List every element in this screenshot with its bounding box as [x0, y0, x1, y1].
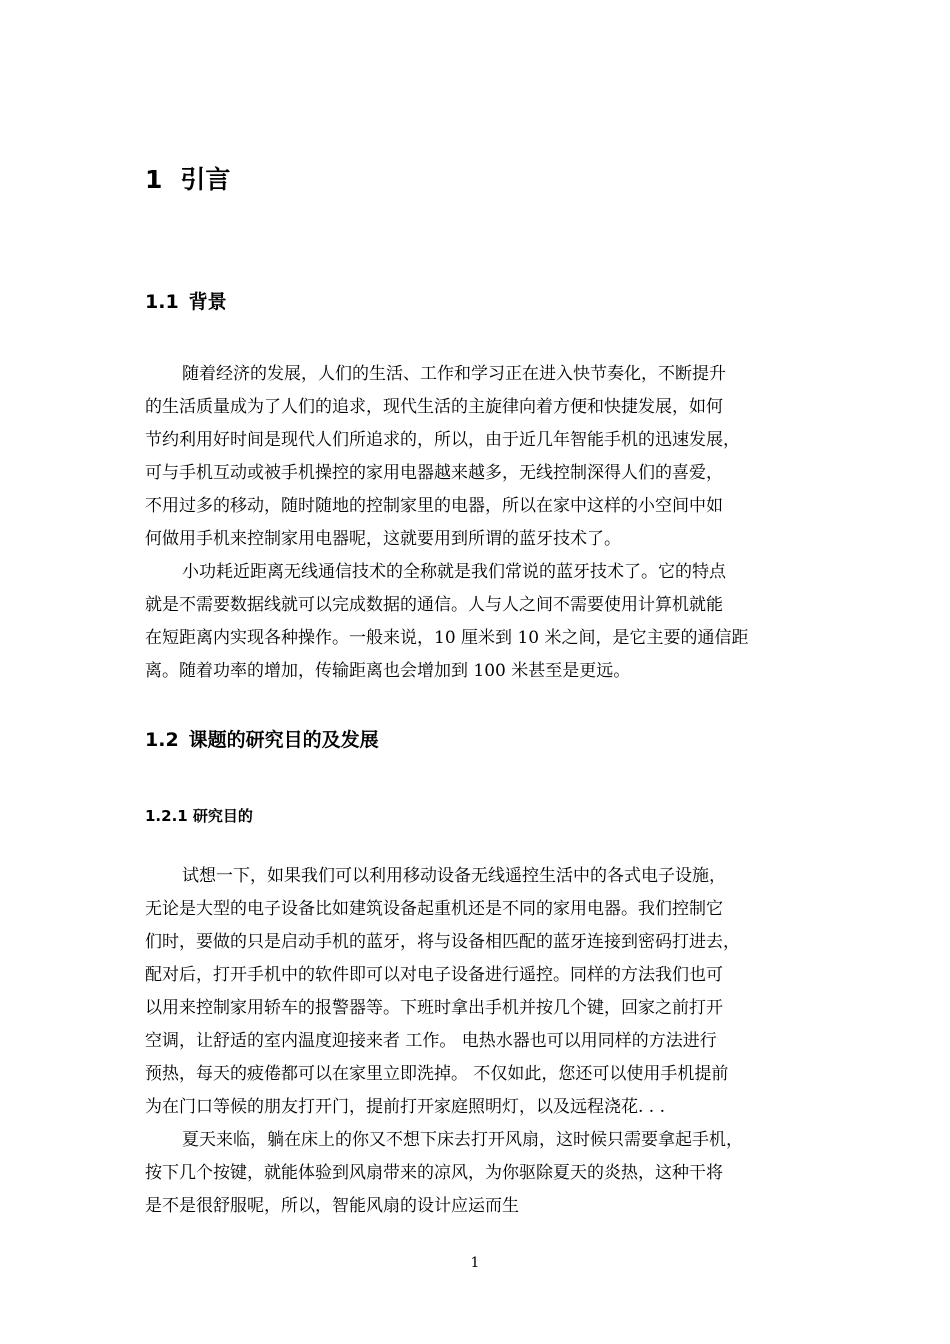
section-title: 课题的研究目的及发展	[188, 729, 379, 751]
paragraph-line: 节约利用好时间是现代人们所追求的，所以，由于近几年智能手机的迅速发展，	[145, 430, 740, 450]
paragraph-line: 夏天来临，躺在床上的你又不想下床去打开风扇，这时候只需要拿起手机，	[182, 1130, 743, 1150]
chapter-title: 引言	[180, 165, 231, 194]
paragraph-line: 按下几个按键，就能体验到风扇带来的凉风，为你驱除夏天的炎热，这种干将	[145, 1163, 723, 1183]
paragraph-line: 随着经济的发展，人们的生活、工作和学习正在进入快节奏化，不断提升	[182, 364, 726, 384]
chapter-heading	[145, 160, 230, 196]
paragraph-line: 何做用手机来控制家用电器呢，这就要用到所谓的蓝牙技术了。	[145, 529, 621, 549]
paragraph-line: 以用来控制家用轿车的报警器等。下班时拿出手机并按几个键，回家之前打开	[145, 998, 723, 1018]
section-number: 1.2	[145, 729, 179, 751]
paragraph-line: 的生活质量成为了人们的追求，现代生活的主旋律向着方便和快捷发展，如何	[145, 397, 723, 417]
paragraph-line: 配对后，打开手机中的软件即可以对电子设备进行遥控。同样的方法我们也可	[145, 965, 723, 985]
section-heading-1-1	[145, 287, 227, 314]
section-heading-1-2	[145, 725, 379, 752]
page-number: 1	[470, 1255, 480, 1271]
paragraph-line: 无论是大型的电子设备比如建筑设备起重机还是不同的家用电器。我们控制它	[145, 899, 723, 919]
paragraph-line: 是不是很舒服呢，所以，智能风扇的设计应运而生	[145, 1196, 519, 1216]
subsection-heading-1-2-1: 1.2.1 研究目的	[145, 807, 253, 825]
paragraph-line: 可与手机互动或被手机操控的家用电器越来越多，无线控制深得人们的喜爱，	[145, 463, 723, 483]
section-number: 1.1	[145, 291, 179, 313]
paragraph-line: 预热，每天的疲倦都可以在家里立即洗掉。 不仅如此，您还可以使用手机提前	[145, 1064, 729, 1084]
paragraph-line: 空调，让舒适的室内温度迎接来者 工作。 电热水器也可以用同样的方法进行	[145, 1031, 717, 1051]
paragraph-line: 就是不需要数据线就可以完成数据的通信。人与人之间不需要使用计算机就能	[145, 595, 723, 615]
paragraph-line: 离。随着功率的增加，传输距离也会增加到 100 米甚至是更远。	[145, 661, 631, 681]
paragraph-line: 为在门口等候的朋友打开门，提前打开家庭照明灯，以及远程浇花. . .	[145, 1097, 666, 1117]
section-title: 背景	[188, 291, 227, 313]
paragraph-line: 不用过多的移动，随时随地的控制家里的电器，所以在家中这样的小空间中如	[145, 496, 723, 516]
paragraph-line: 小功耗近距离无线通信技术的全称就是我们常说的蓝牙技术了。它的特点	[182, 562, 726, 582]
chapter-number: 1	[145, 165, 163, 194]
paragraph-line: 试想一下，如果我们可以利用移动设备无线遥控生活中的各式电子设施，	[182, 866, 726, 886]
paragraph-line: 们时，要做的只是启动手机的蓝牙，将与设备相匹配的蓝牙连接到密码打进去，	[145, 932, 740, 952]
paragraph-line: 在短距离内实现各种操作。一般来说，10 厘米到 10 米之间，是它主要的通信距	[145, 628, 749, 648]
